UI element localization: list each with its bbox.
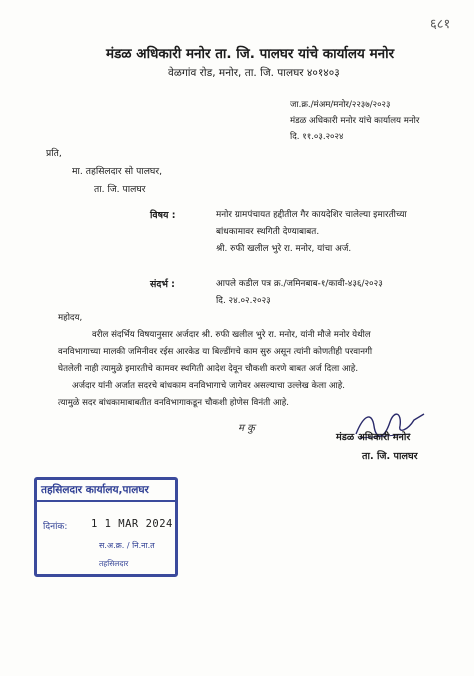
page-number: ६८१: [430, 17, 451, 32]
initials: म कु: [238, 423, 255, 434]
recipient-line1: मा. तहसिलदार सो पालघर,: [72, 166, 163, 177]
body-p1-line3: घेतलेली नाही त्यामुळे इमारतीचे कामवर स्थगिती आदेश देवून चौकशी करणे बाबत अर्ज दिला आहे.: [58, 364, 359, 374]
stamp-title: तहसिलदार कार्यालय,पालघर: [41, 484, 149, 496]
signature-place: ता. जि. पालघर: [362, 451, 418, 462]
salutation: महोदय,: [58, 313, 83, 323]
sandarbh-line2: दि. २४.०२.२०२३: [216, 296, 271, 306]
body-p1-line2: वनविभागाच्या मालकी जमिनीवर रईस आरकेड या बिल्डींगचे काम सुरु असून त्यांनी कोणतीही परवानगी: [58, 347, 373, 357]
reference-date: दि. ११.०३.२०२४: [290, 132, 344, 142]
recipient-prefix: प्रति,: [46, 148, 62, 159]
body-p1-line1: वरील संदर्भिय विषयानुसार अर्जदार श्री. रुफी खलील भुरे रा. मनोर, यांनी मौजे मनोर येथील: [92, 330, 371, 340]
signature-title: मंडळ अधिकारी मनोर: [336, 432, 411, 443]
stamp-divider: [37, 500, 175, 502]
stamp-date-label: दिनांक:: [43, 522, 68, 532]
tehsildar-office-stamp: [34, 477, 178, 577]
subject-label: विषय :: [150, 210, 176, 221]
sandarbh-label: संदर्भ :: [150, 279, 175, 290]
stamp-footer: तहसिलदार: [99, 559, 129, 568]
subject-line2: बांधकामावर स्थगिती देण्याबाबत.: [216, 227, 320, 237]
office-address: वेळगांव रोड, मनोर, ता. जि. पालघर ४०१४०३: [168, 67, 340, 79]
subject-line3: श्री. रुफी खलील भुरे रा. मनोर, यांचा अर्ज.: [216, 244, 352, 254]
office-title: मंडळ अधिकारी मनोर ता. जि. पालघर यांचे कार्यालय मनोर: [106, 46, 395, 62]
subject-line1: मनोर ग्रामपंचायत हद्दीतील गैर कायदेशिर चालेल्या इमारतीच्या: [216, 210, 407, 220]
reference-office: मंडळ अधिकारी मनोर यांचे कार्यालय मनोर: [290, 116, 420, 126]
body-p2-line1: अर्जदार यांनी अर्जात सदरचे बांधकाम वनविभागाचे जागेवर असल्याचा उल्लेख केला आहे.: [72, 381, 346, 391]
body-p2-line2: त्यामुळे सदर बांधकामाबाबतीत वनविभागाकडून चौकशी होणेस विनंती आहे.: [58, 398, 290, 408]
stamp-date: 1 1 MAR 2024: [91, 518, 173, 530]
stamp-code: स.अ.क्र. / नि.ना.त: [99, 541, 155, 550]
recipient-line2: ता. जि. पालघर: [94, 184, 146, 195]
reference-number: जा.क्र./मंअम/मनोर/२२३७/२०२३: [290, 100, 391, 110]
sandarbh-line1: आपले कडील पत्र क्र./जमिनबाब-१/कावी-४३६/२०२३: [216, 279, 383, 289]
